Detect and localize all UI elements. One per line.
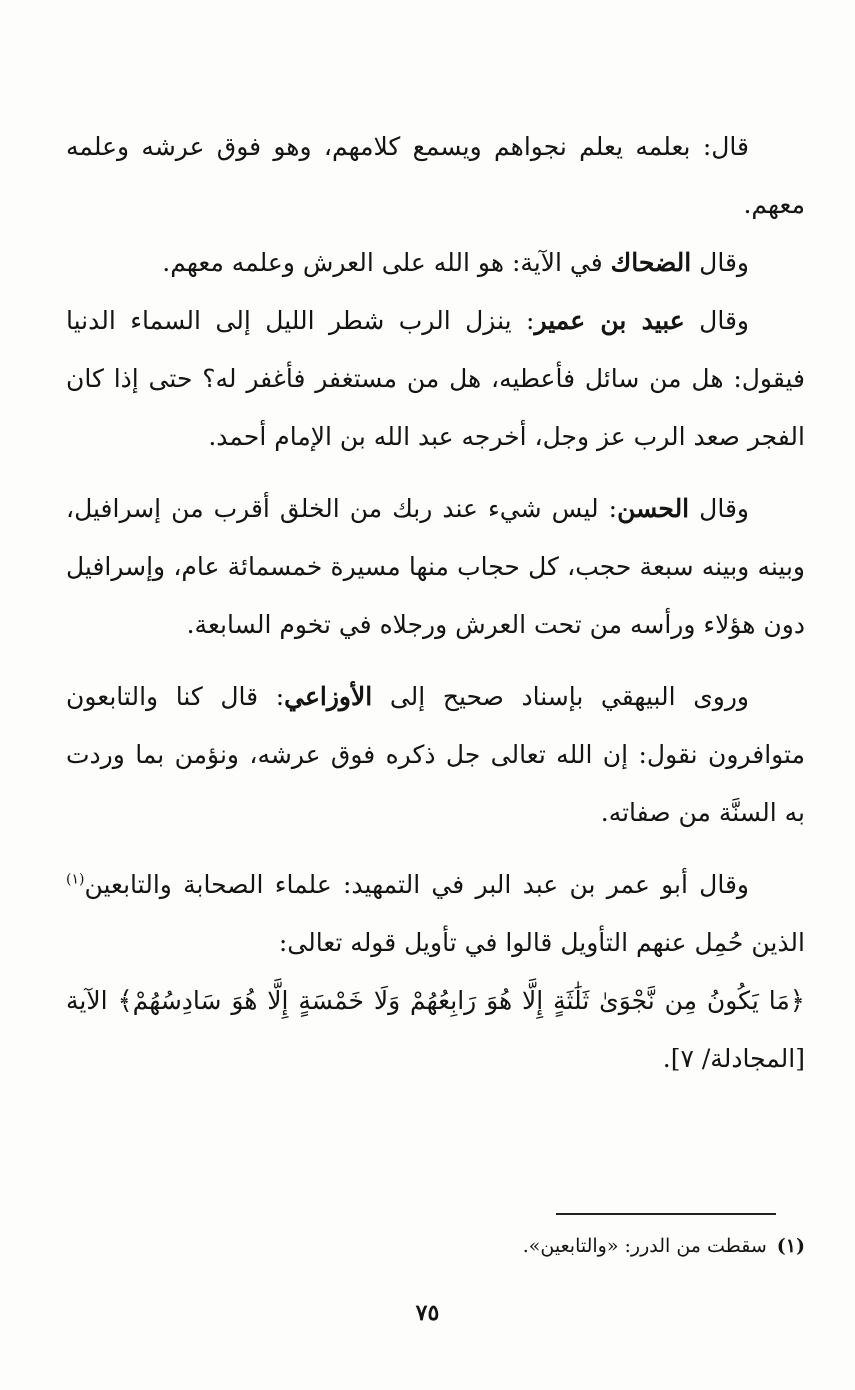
paragraph-6-text: وقال أبو عمر بن عبد البر في التمهيد: علماء الصحابة والتابعين xyxy=(84,870,749,899)
narrator-name-awzai: الأوزاعي xyxy=(284,682,373,711)
paragraph-1 xyxy=(66,118,805,234)
quran-verse xyxy=(117,986,805,1015)
paragraph-4-post: : ليس شيء عند ربك من الخلق أقرب من إسرافيل، وبينه وبينه سبعة حجب، كل حجاب منها مسيرة خمسمائة عام، وإسرافيل دون هؤلاء ورأسه من تحت العرش ورجلاه في تخوم السابعة. xyxy=(66,494,805,639)
footnote-text: سقطت من الدرر: «والتابعين». xyxy=(522,1235,767,1257)
footnote-divider xyxy=(556,1213,776,1215)
paragraph-3-post: : ينزل الرب شطر الليل إلى السماء الدنيا فيقول: هل من سائل فأعطيه، هل من مستغفر فأغفر له؟ حتى إذا كان الفجر صعد الرب عز وجل، أخرجه عبد الله بن الإمام أحمد. xyxy=(66,306,805,451)
paragraph-5 xyxy=(66,668,805,842)
page-number: ٧٥ xyxy=(415,1300,440,1326)
paragraph-3 xyxy=(66,292,805,466)
footnote-number: (١) xyxy=(776,1235,805,1257)
paragraph-6-text-2: الذين حُمِل عنهم التأويل قالوا في تأويل قوله تعالى: xyxy=(278,928,805,957)
narrator-name-hasan: الحسن xyxy=(617,494,690,523)
verse-suffix: الآية xyxy=(66,986,118,1015)
verse-open-bracket: ﴿ xyxy=(789,986,805,1016)
footnote xyxy=(523,1232,805,1260)
paragraph-4-pre: وقال xyxy=(689,494,749,523)
main-text xyxy=(66,118,805,1088)
paragraph-5-pre: وروى البيهقي بإسناد صحيح إلى xyxy=(372,682,749,711)
narrator-name-ubayd: عبيد بن عمير xyxy=(534,306,685,335)
paragraph-5-post: : قال كنا والتابعون متوافرون نقول: إن الله تعالى جل ذكره فوق عرشه، ونؤمن بما وردت به السنَّة من صفاته. xyxy=(66,682,805,827)
verse-citation: [المجادلة/ ٧]. xyxy=(662,1044,805,1073)
verse-close-bracket: ﴾ xyxy=(117,986,133,1016)
paragraph-2-pre: وقال xyxy=(691,248,749,277)
verse-text: مَا يَكُونُ مِن نَّجْوَىٰ ثَلَٰثَةٍ إِلَّا هُوَ رَابِعُهُمْ وَلَا خَمْسَةٍ إِلَّا هُوَ سَادِسُهُمْ xyxy=(132,986,790,1015)
narrator-name-dahhak: الضحاك xyxy=(610,248,692,277)
paragraph-3-pre: وقال xyxy=(684,306,749,335)
footnote-reference[interactable]: (١) xyxy=(66,871,85,888)
paragraph-2-post: في الآية: هو الله على العرش وعلمه معهم. xyxy=(162,248,611,277)
paragraph-1-text: قال: بعلمه يعلم نجواهم ويسمع كلامهم، وهو فوق عرشه وعلمه معهم. xyxy=(66,132,805,219)
paragraph-6 xyxy=(66,856,805,1088)
paragraph-4 xyxy=(66,480,805,654)
paragraph-2 xyxy=(66,234,805,292)
